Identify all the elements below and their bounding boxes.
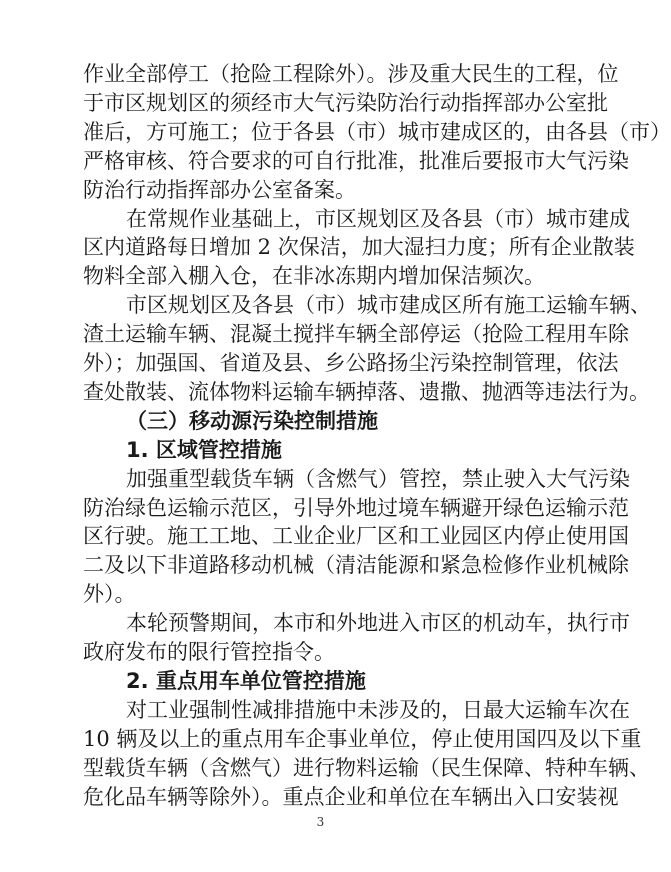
body-text-line: 区内道路每日增加 2 次保洁，加大湿扫力度；所有企业散装 xyxy=(83,235,635,259)
body-text-line: 查处散装、流体物料运输车辆掉落、遗撒、抛洒等违法行为。 xyxy=(83,380,650,404)
paragraph-first-line: 对工业强制性减排措施中未涉及的，日最大运输车次在 xyxy=(126,698,630,722)
paragraph-first-line: 在常规作业基础上，市区规划区及各县（市）城市建成 xyxy=(126,207,630,231)
body-text-line: 外）。 xyxy=(83,582,136,606)
body-text-line: 区行驶。施工工地、工业企业厂区和工业园区内停止使用国 xyxy=(83,524,629,548)
body-text-line: 物料全部入棚入仓，在非冰冻期内增加保洁频次。 xyxy=(83,264,545,288)
body-text-line: 渣土运输车辆、混凝土搅拌车辆全部停运（抢险工程用车除 xyxy=(83,322,629,346)
body-text-line: 型载货车辆（含燃气）进行物料运输（民生保障、特种车辆、 xyxy=(83,756,650,780)
body-text-line: 10 辆及以上的重点用车企事业单位，停止使用国四及以下重 xyxy=(83,727,642,751)
body-text-line: 准后，方可施工；位于各县（市）城市建成区的，由各县（市） xyxy=(83,120,671,144)
body-text-line: 于市区规划区的须经市大气污染防治行动指挥部办公室批 xyxy=(83,91,608,115)
subsection-heading: 2. 重点用车单位管控措施 xyxy=(126,669,366,693)
body-text-line: 严格审核、符合要求的可自行批准，批准后要报市大气污染 xyxy=(83,149,629,173)
paragraph-first-line: 加强重型载货车辆（含燃气）管控，禁止驶入大气污染 xyxy=(126,467,630,491)
page-number: 3 xyxy=(316,815,325,829)
body-text-line: 防治行动指挥部办公室备案。 xyxy=(83,178,356,202)
body-text-line: 外）；加强国、省道及县、乡公路扬尘污染控制管理，依法 xyxy=(83,351,619,375)
subsection-heading: 1. 区域管控措施 xyxy=(126,438,282,462)
paragraph-first-line: 本轮预警期间，本市和外地进入市区的机动车，执行市 xyxy=(126,611,630,635)
body-text-line: 二及以下非道路移动机械（清洁能源和紧急检修作业机械除 xyxy=(83,553,629,577)
paragraph-first-line: 市区规划区及各县（市）城市建成区所有施工运输车辆、 xyxy=(126,293,651,317)
section-heading: （三）移动源污染控制措施 xyxy=(126,409,378,433)
body-text-line: 作业全部停工（抢险工程除外）。涉及重大民生的工程，位 xyxy=(83,62,619,86)
body-text-line: 政府发布的限行管控指令。 xyxy=(83,640,335,664)
body-text-line: 危化品车辆等除外）。重点企业和单位在车辆出入口安装视 xyxy=(83,785,619,809)
body-text-line: 防治绿色运输示范区，引导外地过境车辆避开绿色运输示范 xyxy=(83,496,629,520)
